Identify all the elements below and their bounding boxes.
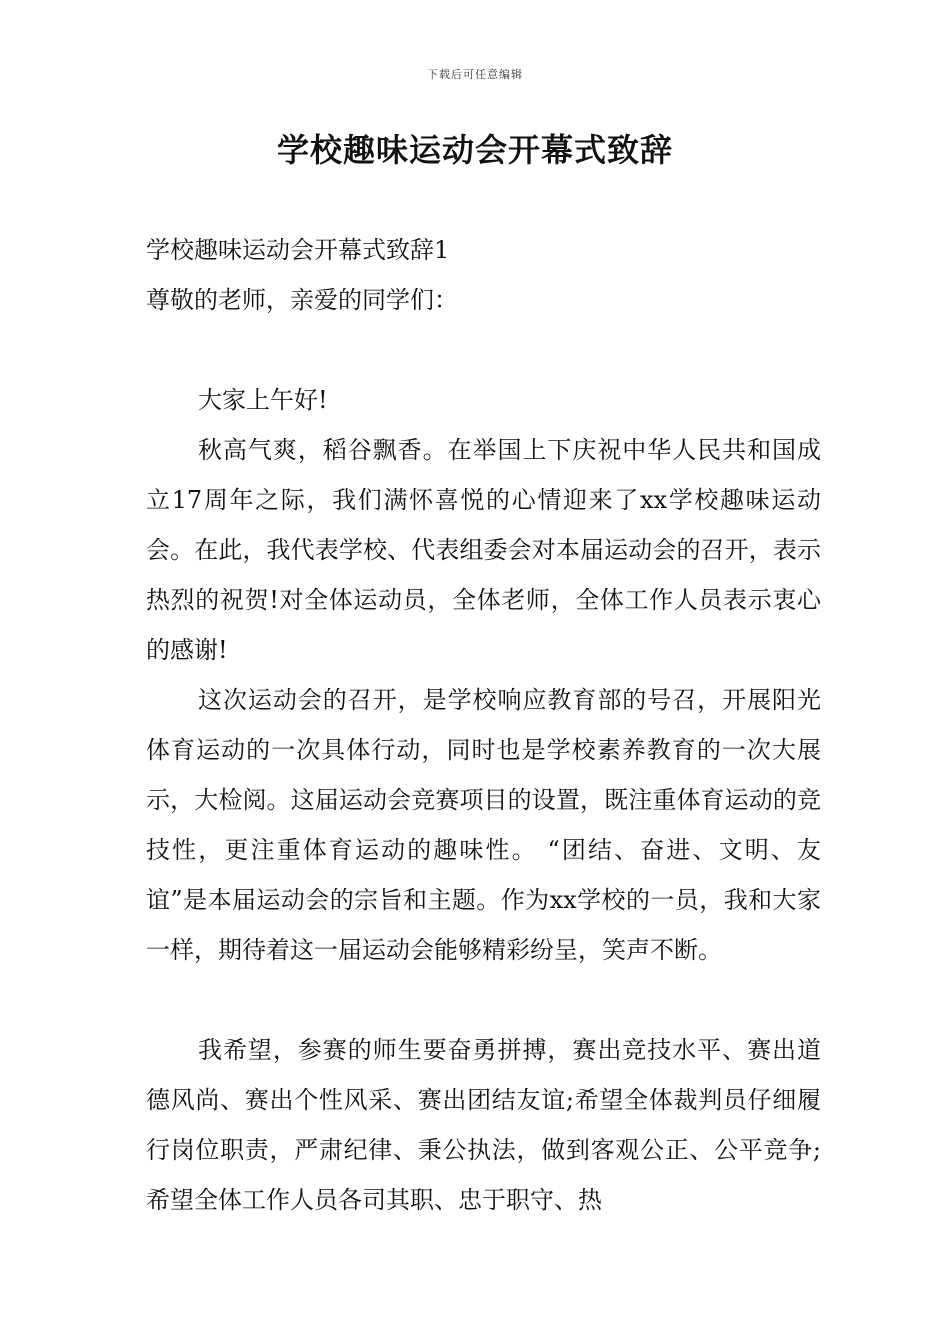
- paragraph-purpose: 这次运动会的召开，是学校响应教育部的号召，开展阳光体育运动的一次具体行动，同时也是学校素养教育的一次大展示，大检阅。这届运动会竞赛项目的设置，既注重体育运动的竞技性，更注重体育运动的趣味性。 “团结、奋进、文明、友谊”是本届运动会的宗旨和主题。作为xx学校的一员，我和大家一样，期待着这一届运动会能够精彩纷呈，笑声不断。: [146, 686, 821, 964]
- salutation: 尊敬的老师，亲爱的同学们：: [146, 286, 458, 314]
- paragraph-opening: 秋高气爽，稻谷飘香。在举国上下庆祝中华人民共和国成立17周年之际，我们满怀喜悦的心情迎来了xx学校趣味运动会。在此，我代表学校、代表组委会对本届运动会的召开，表示热烈的祝贺!对全体运动员，全体老师，全体工作人员表示衷心的感谢!: [146, 436, 821, 664]
- document-title: 学校趣味运动会开幕式致辞: [276, 131, 673, 169]
- header-note: 下载后可任意编辑: [427, 68, 523, 81]
- paragraph-greeting: 大家上午好!: [198, 386, 328, 414]
- paragraph-hopes: 我希望，参赛的师生要奋勇拼搏，赛出竞技水平、赛出道德风尚、赛出个性风采、赛出团结友谊;希望全体裁判员仔细履行岗位职责，严肃纪律、秉公执法，做到客观公正、公平竞争;希望全体工作人员各司其职、忠于职守、热: [146, 1036, 821, 1214]
- section-subtitle: 学校趣味运动会开幕式致辞1: [146, 236, 450, 264]
